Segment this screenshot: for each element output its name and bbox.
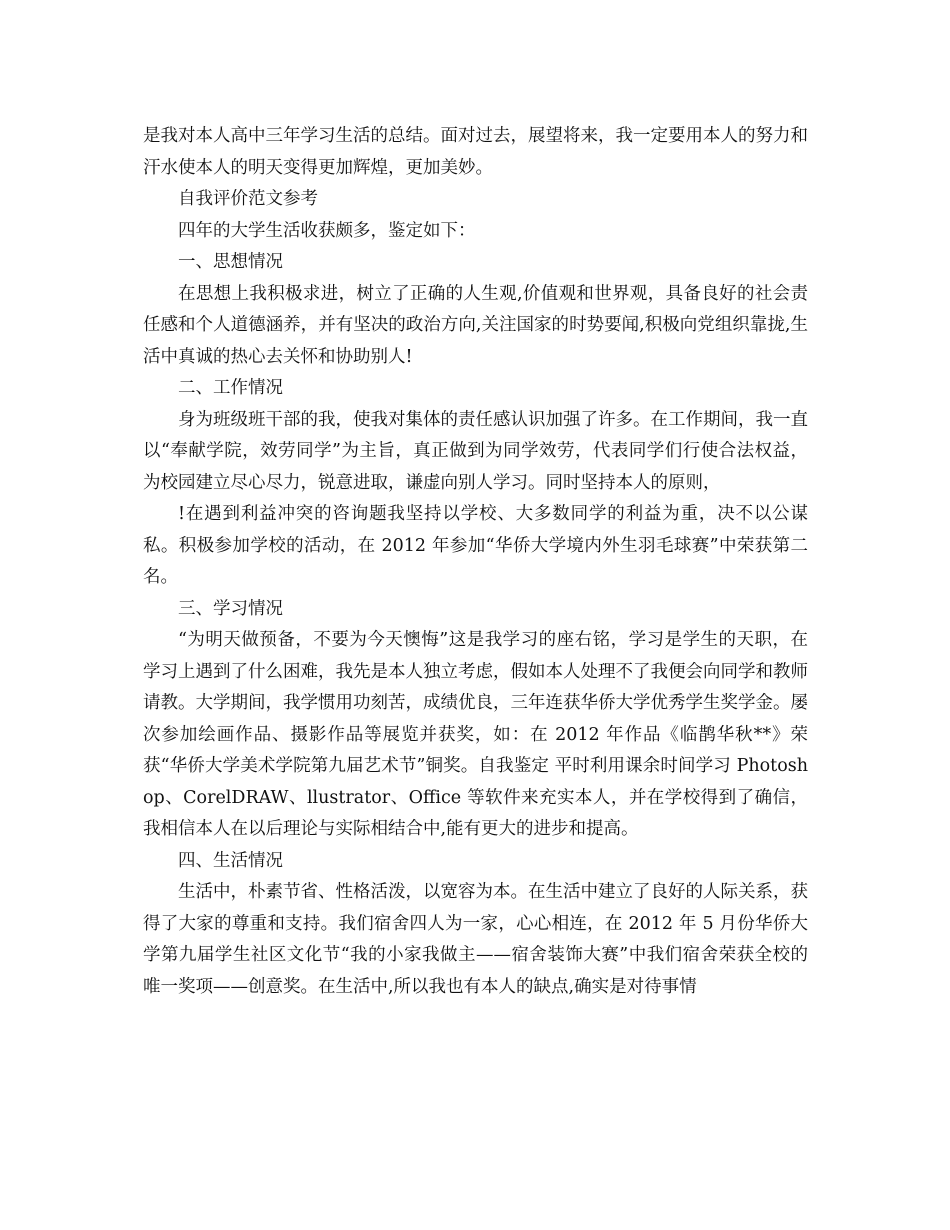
paragraph-life: 生活中，朴素节省、性格活泼，以宽容为本。在生活中建立了良好的人际关系，获得了大家的尊重和支持。我们宿舍四人为一家，心心相连，在 2012 年 5 月份华侨大学第九届学生社区文化节“我的小家我做主——宿舍装饰大赛”中我们宿舍荣获全校的唯一奖项——创意奖。在生活中,所以我也有本人的缺点,确实是对待事情 xyxy=(143,882,808,997)
paragraph-study: “为明天做预备，不要为今天懊悔”这是我学习的座右铭，学习是学生的天职，在学习上遇到了什么困难，我先是本人独立考虑，假如本人处理不了我便会向同学和教师请教。大学期间，我学惯用功刻苦，成绩优良，三年连获华侨大学优秀学生奖学金。屡次参加绘画作品、摄影作品等展览并获奖，如：在 2012 年作品《临鹊华秋**》荣获“华侨大学美术学院第九届艺术节”铜奖。自我鉴定 平时利用课余时间学习 Photoshop、CorelDRAW、llustrator、Office 等软件来充实本人，并在学校得到了确信，我相信本人在以后理论与实际相结合中,能有更大的进步和提高。 xyxy=(143,630,808,839)
section-title-self-evaluation: 自我评价范文参考 xyxy=(178,189,318,209)
heading-life: 四、生活情况 xyxy=(178,850,283,871)
paragraph-work-continued: !在遇到利益冲突的咨询题我坚持以学校、大多数同学的利益为重，决不以公谋私。积极参加学校的活动，在 2012 年参加“华侨大学境内外生羽毛球赛”中荣获第二名。 xyxy=(143,504,808,587)
paragraph-work: 身为班级班干部的我，使我对集体的责任感认识加强了许多。在工作期间，我一直以“奉献学院，效劳同学”为主旨，真正做到为同学效劳，代表同学们行使合法权益，为校园建立尽心尽力，锐意进取，谦虚向别人学习。同时坚持本人的原则， xyxy=(143,409,808,493)
heading-work: 二、工作情况 xyxy=(178,378,283,398)
paragraph-intro: 四年的大学生活收获颇多，鉴定如下： xyxy=(178,220,476,241)
document-body xyxy=(143,121,808,1003)
paragraph-thought: 在思想上我积极求进，树立了正确的人生观,价值观和世界观，具备良好的社会责任感和个人道德涵养，并有坚决的政治方向,关注国家的时势要闻,积极向党组织靠拢,生活中真诚的热心去关怀和协助别人! xyxy=(143,283,808,367)
heading-thought: 一、思想情况 xyxy=(178,252,283,272)
heading-study: 三、学习情况 xyxy=(178,598,283,619)
paragraph-summary-ending: 是我对本人高中三年学习生活的总结。面对过去，展望将来，我一定要用本人的努力和汗水使本人的明天变得更加辉煌，更加美妙。 xyxy=(143,126,808,178)
